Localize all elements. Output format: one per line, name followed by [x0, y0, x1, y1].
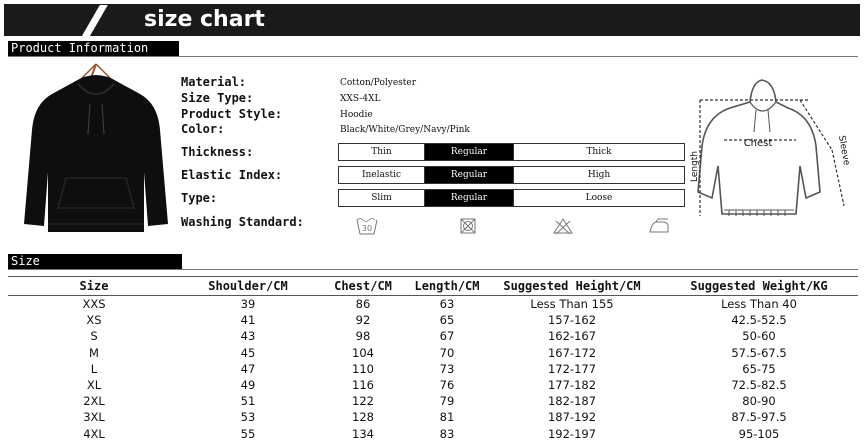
column-header: Chest/CM [316, 277, 410, 296]
table-cell: 65 [439, 313, 455, 328]
table-row [8, 361, 858, 377]
table-row [8, 426, 858, 442]
hoodie-measurement-diagram [684, 74, 860, 236]
option-thin: Thin [339, 144, 425, 160]
option-loose: Loose [585, 193, 613, 203]
table-cell: 47 [240, 361, 256, 376]
table-cell: 4XL [83, 426, 105, 441]
sleeve-label: Sleeve [836, 134, 852, 167]
table-cell: 63 [439, 297, 455, 312]
size-section-label: Size [8, 254, 182, 269]
table-cell: 110 [352, 361, 374, 376]
washing-standard-label: Washing Standard: [181, 215, 304, 229]
table-row [8, 409, 858, 425]
material-label: Material: [181, 75, 247, 89]
table-cell: 42.5-52.5 [731, 313, 787, 328]
column-header: Length/CM [410, 277, 484, 296]
option-regular-selected: Regular [425, 190, 514, 206]
table-cell: 57.5-67.5 [731, 345, 787, 360]
table-cell: 65-75 [742, 361, 776, 376]
table-cell: 182-187 [547, 394, 597, 409]
table-cell: 51 [240, 394, 256, 409]
table-cell: 55 [240, 426, 256, 441]
table-cell: 67 [439, 329, 455, 344]
product-style-label: Product Style: [181, 107, 283, 121]
table-cell: 95-105 [738, 426, 780, 441]
table-row [8, 312, 858, 328]
table-cell: 157-162 [547, 313, 597, 328]
table-cell: S [90, 329, 98, 344]
column-header: Shoulder/CM [180, 277, 316, 296]
option-regular-selected: Regular [425, 144, 514, 160]
table-cell: L [90, 361, 98, 376]
table-cell: 80-90 [742, 394, 776, 409]
option-high: High [587, 170, 611, 180]
table-cell: 3XL [83, 410, 105, 425]
option-regular-selected: Regular [425, 167, 514, 183]
table-cell: 53 [240, 410, 256, 425]
table-cell: Less Than 40 [721, 297, 797, 312]
table-cell: 2XL [83, 394, 105, 409]
material-value: Cotton/Polyester [340, 78, 417, 88]
page-title: size chart [144, 7, 265, 32]
iron-icon [648, 216, 670, 236]
table-row [8, 377, 858, 393]
table-cell: 45 [240, 345, 256, 360]
no-bleach-icon [552, 216, 574, 236]
table-cell: 41 [240, 313, 256, 328]
table-cell: 134 [352, 426, 374, 441]
table-cell: 192-197 [547, 426, 597, 441]
wash-temp-text: 30 [361, 224, 373, 233]
table-cell: 50-60 [742, 329, 776, 344]
column-header: Size [8, 277, 180, 296]
column-header: Suggested Weight/KG [660, 277, 858, 296]
table-row [8, 296, 858, 313]
table-cell: XL [86, 378, 102, 393]
size-chart-table [8, 276, 858, 442]
table-cell: 128 [352, 410, 374, 425]
table-cell: 81 [439, 410, 455, 425]
thickness-options [338, 143, 685, 161]
table-cell: 122 [352, 394, 374, 409]
divider [8, 269, 858, 270]
table-row [8, 328, 858, 344]
table-cell: 49 [240, 378, 256, 393]
size-type-value: XXS-4XL [340, 94, 381, 104]
table-cell: 70 [439, 345, 455, 360]
table-cell: 104 [352, 345, 374, 360]
table-cell: 73 [439, 361, 455, 376]
table-header-row [8, 277, 858, 296]
color-value: Black/White/Grey/Navy/Pink [340, 125, 470, 135]
divider [8, 56, 858, 57]
option-inelastic: Inelastic [339, 167, 425, 183]
table-cell: 39 [240, 297, 256, 312]
table-cell: 167-172 [547, 345, 597, 360]
table-cell: 72.5-82.5 [731, 378, 787, 393]
table-cell: 98 [355, 329, 371, 344]
table-cell: XXS [82, 297, 106, 312]
table-cell: 92 [355, 313, 371, 328]
table-cell: 43 [240, 329, 256, 344]
table-row [8, 393, 858, 409]
table-cell: 116 [352, 378, 374, 393]
type-options [338, 189, 685, 207]
table-cell: 187-192 [547, 410, 597, 425]
thickness-label: Thickness: [181, 145, 254, 159]
color-label: Color: [181, 122, 225, 136]
table-cell: 79 [439, 394, 455, 409]
option-slim: Slim [339, 190, 425, 206]
elastic-options [338, 166, 685, 184]
table-cell: Less Than 155 [530, 297, 614, 312]
table-cell: 162-167 [547, 329, 597, 344]
table-cell: 172-177 [547, 361, 597, 376]
chest-label: Chest [743, 138, 773, 149]
wash-30-icon [356, 216, 378, 236]
no-tumble-dry-icon [457, 216, 479, 236]
hoodie-photo [22, 60, 170, 236]
table-cell: 76 [439, 378, 455, 393]
product-style-value: Hoodie [340, 110, 373, 120]
table-cell: 83 [439, 426, 455, 441]
table-cell: 86 [355, 297, 371, 312]
slash-decoration [80, 5, 108, 39]
table-cell: 87.5-97.5 [731, 410, 787, 425]
elastic-index-label: Elastic Index: [181, 168, 283, 182]
product-info-label: Product Information [8, 41, 179, 56]
table-cell: M [89, 345, 99, 360]
option-thick: Thick [586, 147, 612, 157]
table-row [8, 345, 858, 361]
table-cell: XS [86, 313, 102, 328]
column-header: Suggested Height/CM [484, 277, 660, 296]
size-type-label: Size Type: [181, 91, 254, 105]
header-banner [4, 4, 860, 36]
length-label: Length [690, 150, 700, 182]
type-label: Type: [181, 191, 218, 205]
table-cell: 177-182 [547, 378, 597, 393]
